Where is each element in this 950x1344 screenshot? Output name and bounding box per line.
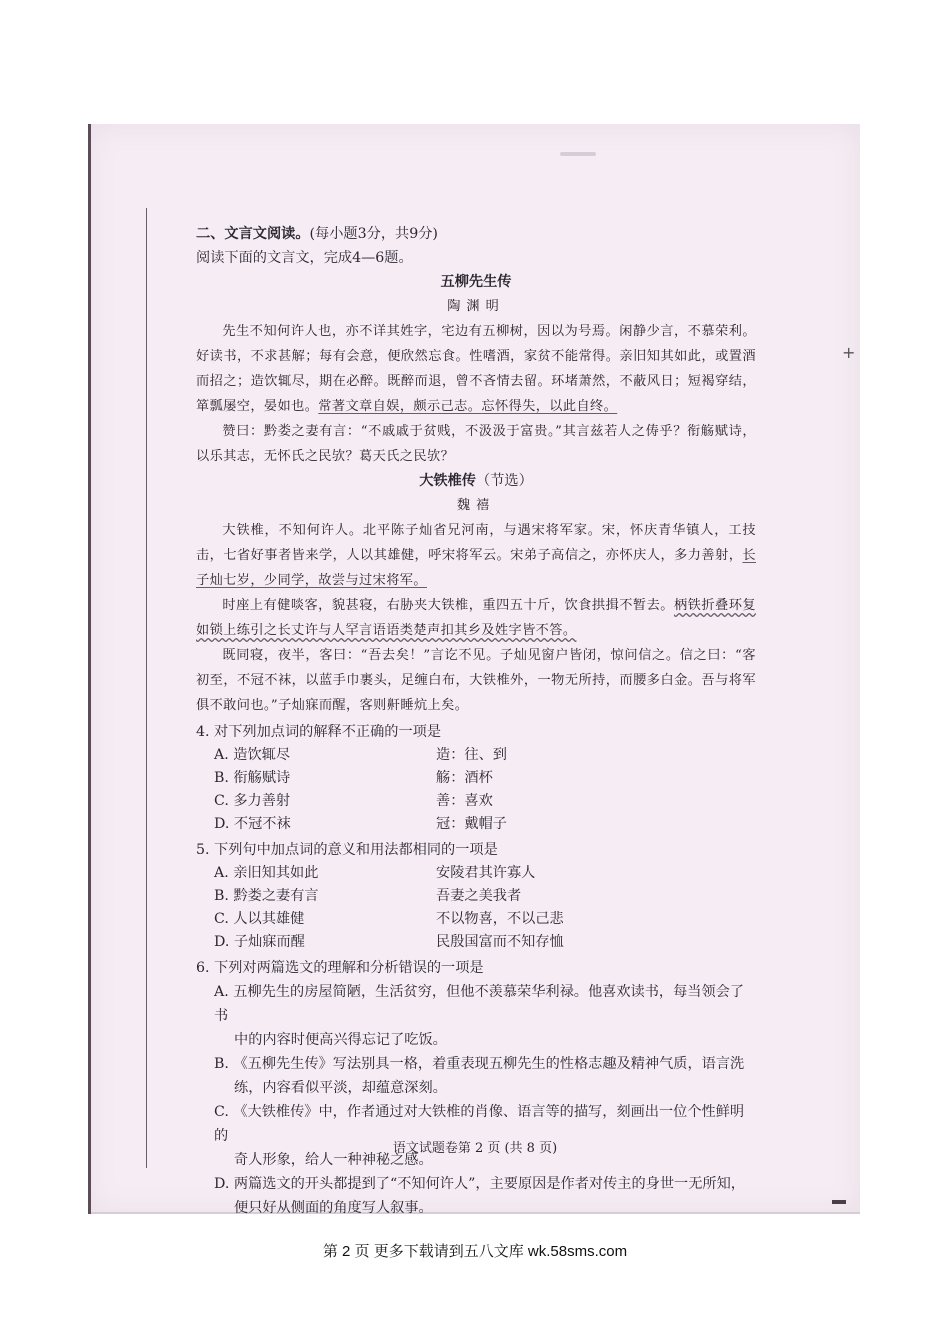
q6-option-d-line1: D. 两篇选文的开头都提到了“不知何许人”，主要原因是作者对传主的身世一无所知，: [214, 1176, 745, 1192]
q6-option-a-line1: A. 五柳先生的房屋简陋，生活贫穷，但他不羡慕荣华利禄。他喜欢读书，每当领会了书: [214, 984, 745, 1024]
q4-option-d-text: D. 不冠不袜: [214, 816, 291, 832]
q4-option-a-text: A. 造饮辄尽: [214, 747, 291, 763]
question-5: [196, 838, 756, 954]
question-6: [196, 956, 756, 1220]
q4-option-c[interactable]: [196, 790, 756, 813]
question-4-stem: 4. 对下列加点词的解释不正确的一项是: [196, 724, 442, 740]
passage1-p1-underlined-2: 忘怀得失，以此自终。: [481, 399, 618, 414]
q4-option-d[interactable]: [196, 813, 756, 836]
question-6-stem: 6. 下列对两篇选文的理解和分析错误的一项是: [196, 960, 484, 976]
section-heading: [196, 222, 756, 246]
question-4: [196, 720, 756, 836]
download-site-footer: 第 2 页 更多下载请到五八文库 wk.58sms.com: [322, 1243, 628, 1260]
corner-mark: [832, 1200, 846, 1204]
passage1-p1-text: 先生不知何许人也，亦不详其姓字，宅边有五柳树，因以为号焉。闲静少言，不慕荣利。好读书，不求甚解；每有会意，便欣然忘食。性嗜酒，家贫不能常得。亲旧知其如此，或置酒而招之；造饮辄尽，期在必醉。既醉而退，曾不吝情去留。环堵萧然，不蔽风日；短褐穿结，箪瓢屡空，晏如也。: [196, 324, 756, 414]
q5-option-c[interactable]: [196, 908, 756, 931]
q4-option-d-gloss: 冠：戴帽子: [436, 816, 507, 832]
passage2-p2-wavy-underlined: 柄铁折叠环复如锁上练引之长丈许与人罕言语语类楚声扣其乡及姓字皆不答。: [196, 598, 756, 638]
crosshair-mark-icon: +: [842, 343, 856, 362]
q5-option-b-compare: 吾妻之美我者: [436, 888, 522, 904]
passage2-title: 大铁椎传: [419, 473, 476, 489]
scan-shadow-edge: [88, 124, 91, 1214]
q5-option-d-text: D. 子灿寐而醒: [214, 934, 305, 950]
passage1-paragraph-2: 赞曰：黔娄之妻有言：“不戚戚于贫贱，不汲汲于富贵。”其言兹若人之俦乎？衔觞赋诗，以乐其志，无怀氏之民欤？葛天氏之民欤？: [196, 424, 756, 464]
q4-option-c-text: C. 多力善射: [214, 793, 291, 809]
passage2-p1-text: 大铁椎，不知何许人。北平陈子灿省兄河南，与遇宋将军家。宋，怀庆青华镇人，工技击，七省好事者皆来学，人以其雄健，呼宋将军云。宋弟子高信之，亦怀庆人，多力善射，: [196, 523, 756, 563]
passage2-paragraph-2: [196, 593, 756, 643]
passage1-paragraph-1: [196, 319, 756, 419]
q5-option-a[interactable]: [196, 862, 756, 885]
exam-page-footer: 语文试题卷第 2 页 (共 8 页): [392, 1141, 558, 1156]
q6-option-d-line2: 便只好从侧面的角度写人叙事。: [234, 1200, 433, 1216]
section-score-note: (每小题3分，共9分): [309, 226, 438, 242]
q5-option-a-text: A. 亲旧知其如此: [214, 865, 319, 881]
q4-option-b-gloss: 觞：酒杯: [436, 770, 493, 786]
passage2-paragraph-3: 既同寝，夜半，客曰：“吾去矣！”言讫不见。子灿见窗户皆闭，惊问信之。信之曰：“客初至，不冠不袜，以蓝手巾裹头，足缠白布，大铁椎外，一物无所持，而腰多白金。吾与将军俱不敢问也。”子灿寐而醒，客则鼾睡炕上矣。: [196, 648, 756, 713]
q6-option-d[interactable]: [196, 1172, 756, 1220]
q6-option-c-line2: 奇人形象，给人一种神秘之感。: [234, 1152, 433, 1168]
q4-option-b-text: B. 衔觞赋诗: [214, 770, 291, 786]
q6-option-c[interactable]: [196, 1100, 756, 1172]
q5-option-b-text: B. 黔娄之妻有言: [214, 888, 319, 904]
q5-option-a-compare: 安陵君其许寡人: [436, 865, 536, 881]
q5-option-d[interactable]: [196, 931, 756, 954]
q4-option-a[interactable]: [196, 744, 756, 767]
q6-option-b[interactable]: [196, 1052, 756, 1100]
q5-option-d-compare: 民殷国富而不知存恤: [436, 934, 564, 950]
question-5-stem: 5. 下列句中加点词的意义和用法都相同的一项是: [196, 842, 498, 858]
q5-option-c-compare: 不以物喜，不以己悲: [436, 911, 564, 927]
passage2-author: 魏禧: [456, 498, 496, 513]
scan-smudge: [560, 152, 596, 156]
passage2-title-note: （节选）: [476, 473, 533, 489]
passage1-author: 陶渊明: [447, 299, 505, 314]
q4-option-a-gloss: 造：往、到: [436, 747, 507, 763]
q4-option-b[interactable]: [196, 767, 756, 790]
q6-option-b-line2: 练，内容看似平淡，却蕴意深刻。: [234, 1080, 447, 1096]
binding-margin-line: [146, 208, 147, 1168]
q5-option-b[interactable]: [196, 885, 756, 908]
q6-option-a[interactable]: [196, 980, 756, 1052]
passage2-paragraph-1: [196, 518, 756, 593]
q6-option-c-line1: C. 《大铁椎传》中，作者通过对大铁椎的肖像、语言等的描写，刻画出一位个性鲜明的: [214, 1104, 745, 1144]
exam-content: [196, 222, 756, 1220]
passage2-p1-underlined: 长子灿七岁，少同学，故尝与过宋将军。: [196, 548, 756, 588]
passage1-title: 五柳先生传: [440, 274, 512, 290]
section-instruction: 阅读下面的文言文，完成4—6题。: [196, 250, 413, 266]
passage2-p2-text: 时座上有健啖客，貌甚寝，右胁夹大铁椎，重四五十斤，饮食拱揖不暂去。: [222, 598, 674, 613]
q6-option-a-line2: 中的内容时便高兴得忘记了吃饭。: [234, 1032, 447, 1048]
passage1-p1-underlined: 常著文章自娱，颇示己志。: [318, 399, 482, 414]
q6-option-b-line1: B. 《五柳先生传》写法别具一格，着重表现五柳先生的性格志趣及精神气质，语言洗: [214, 1056, 745, 1072]
q5-option-c-text: C. 人以其雄健: [214, 911, 305, 927]
passage2-title-row: [196, 469, 756, 493]
section-title: 二、文言文阅读。: [196, 226, 310, 242]
q4-option-c-gloss: 善：喜欢: [436, 793, 493, 809]
